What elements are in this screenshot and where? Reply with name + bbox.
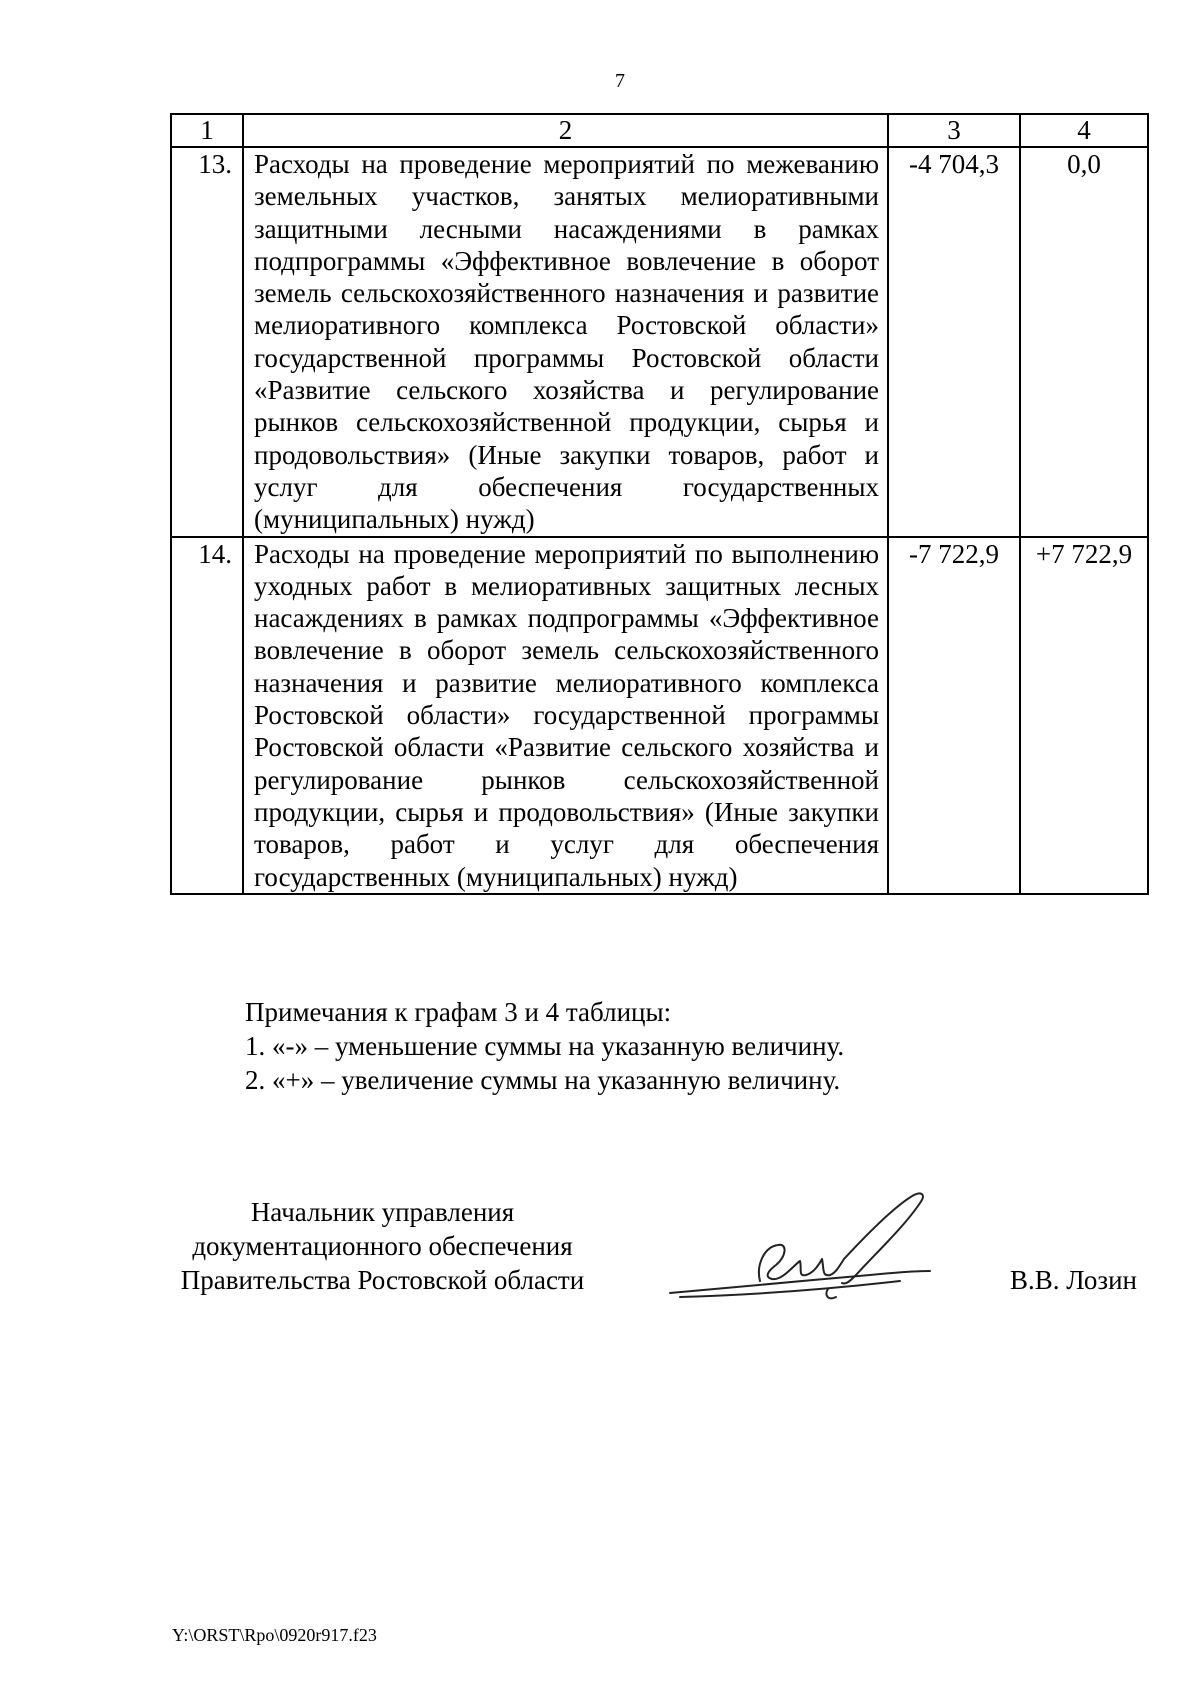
- header-cell-2: 2: [243, 114, 888, 147]
- handwritten-signature: [660, 1185, 950, 1310]
- header-cell-4: 4: [1020, 114, 1148, 147]
- note-item: 2. «+» – увеличение суммы на указанную величину.: [245, 1065, 841, 1095]
- row-value-col3: -4 704,3: [888, 147, 1020, 537]
- row-description: Расходы на проведение мероприятий по выполнению уходных работ в мелиоративных защитных лесных насаждениях в рамках подпрограммы «Эффективное вовлечение в оборот земель сельскохозяйственного назначения и развитие мелиоративного комплекса Ростовской области» государственной программы Ростовской области «Развитие сельского хозяйства и регулирование рынков сельскохозяйственной продукции, сырья и продовольствия» (Иные закупки товаров, работ и услуг для обеспечения государственных (муниципальных) нужд): [243, 537, 888, 894]
- position-line: Правительства Ростовской области: [180, 1265, 585, 1295]
- header-cell-1: 1: [171, 114, 243, 147]
- position-line: документационного обеспечения: [192, 1231, 573, 1261]
- position-line: Начальник управления: [250, 1197, 515, 1227]
- row-number: 13.: [171, 147, 243, 537]
- table-row: [171, 147, 1148, 537]
- signatory-position: [170, 1195, 595, 1297]
- header-cell-3: 3: [888, 114, 1020, 147]
- table-row: [171, 537, 1148, 894]
- note-item: 1. «-» – уменьшение суммы на указанную величину.: [245, 1031, 845, 1061]
- table-header-row: [171, 114, 1148, 147]
- row-description: Расходы на проведение мероприятий по межеванию земельных участков, занятых мелиоративными защитными лесными насаждениями в рамках подпрограммы «Эффективное вовлечение в оборот земель сельскохозяйственного назначения и развитие мелиоративного комплекса Ростовской области» государственной программы Ростовской области «Развитие сельского хозяйства и регулирование рынков сельскохозяйственной продукции, сырья и продовольствия» (Иные закупки товаров, работ и услуг для обеспечения государственных (муниципальных) нужд): [243, 147, 888, 537]
- file-path-footer: Y:\ORST\Rpo\0920r917.f23: [172, 1625, 377, 1645]
- budget-table: [170, 113, 1149, 895]
- row-number: 14.: [171, 537, 243, 894]
- notes-section: [245, 995, 844, 1097]
- page-number: 7: [615, 70, 625, 92]
- notes-title: Примечания к графам 3 и 4 таблицы:: [245, 997, 672, 1027]
- row-value-col4: 0,0: [1020, 147, 1148, 537]
- signer-name: В.В. Лозин: [1010, 1265, 1137, 1295]
- row-value-col4: +7 722,9: [1020, 537, 1148, 894]
- row-value-col3: -7 722,9: [888, 537, 1020, 894]
